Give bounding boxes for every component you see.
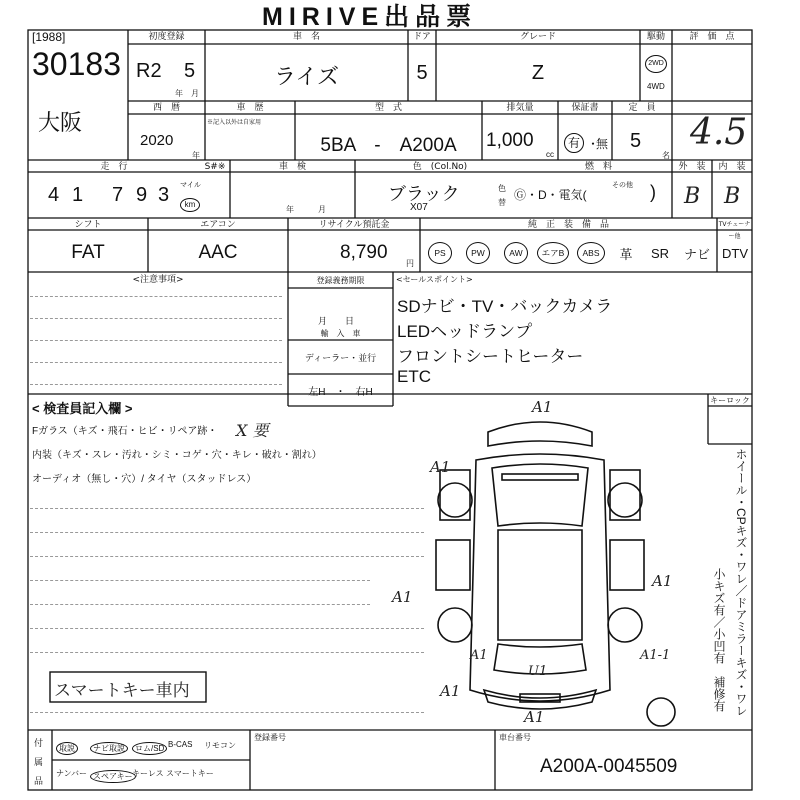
accessory-label-3: 品	[34, 776, 44, 786]
hand-drive: 左H ・ 右H	[308, 387, 373, 398]
equip-abs: ABS	[574, 240, 608, 266]
damage-mark: A1	[440, 682, 461, 700]
equip-pw: PW	[464, 240, 492, 266]
chassis-number: A200A-0045509	[540, 756, 678, 777]
grade-header: グレード	[519, 32, 556, 42]
warranty-sep: ・	[587, 137, 600, 151]
inspector-handwritten: X 要	[236, 421, 269, 440]
warranty-header: 保証書	[571, 103, 599, 113]
side-note-2: 小キズ有／小凹有 補修有	[712, 568, 726, 712]
western-header: 西 暦	[152, 103, 180, 113]
exterior-header: 外 装	[678, 162, 706, 172]
recycle-header: リサイクル預託金	[318, 220, 390, 230]
accessory-item: B-CAS	[168, 740, 193, 749]
color-header: 色 (Col.No)	[412, 162, 468, 172]
displacement-header: 排気量	[506, 103, 534, 113]
caution-line	[30, 318, 282, 319]
name-header: 車 名	[292, 32, 320, 42]
inspector-blank-line	[30, 604, 370, 605]
aircon-header: エアコン	[200, 220, 236, 230]
accessory-item: 取説	[56, 738, 78, 756]
reg-deadline-header: 登録義務期限	[316, 276, 365, 285]
chassis-header: 車台番号	[499, 733, 531, 742]
inspector-blank-line	[30, 712, 424, 713]
sales-points-header: <セールスポイント>	[396, 275, 473, 284]
year-suffix: 年	[192, 151, 200, 160]
sales-point: SDナビ・TV・バックカメラ	[397, 297, 613, 316]
displacement-value: 1,000	[486, 130, 534, 151]
mileage-unit-km: km	[180, 192, 200, 212]
shift-header: シフト	[74, 220, 102, 230]
western-year: 2020	[140, 132, 174, 149]
interior-value: B	[724, 184, 741, 209]
side-note-1: ホイール・CPキズ・ワレ／ドアミラーキズ・ワレ	[734, 448, 748, 717]
accessory-label-1: 付	[34, 738, 44, 748]
damage-mark: A1-1	[640, 648, 671, 663]
sales-point: ETC	[397, 367, 431, 386]
equipment-header: 純 正 装 備 品	[527, 220, 609, 230]
score-header: 評 価 点	[689, 32, 735, 42]
inspector-line: 内装（キズ・スレ・汚れ・シミ・コゲ・穴・キレ・破れ・割れ）	[32, 450, 322, 461]
first-reg-era: R2	[136, 60, 162, 82]
mileage-d1: 4	[48, 184, 60, 206]
damage-mark: A1	[470, 648, 488, 663]
reg-deadline-ym: 月 日	[318, 316, 355, 326]
keylock-header: キーロック	[710, 396, 750, 405]
inspector-line: Fガラス（キズ・飛石・ヒビ・リペア跡・	[32, 426, 218, 437]
certificate-header: 車 歴	[236, 103, 264, 113]
lot-location: 大阪	[38, 110, 83, 135]
capacity-value: 5	[630, 130, 642, 152]
aircon-value: AAC	[198, 242, 238, 263]
damage-mark: A1	[524, 708, 545, 726]
accessory-item: スマートキー	[166, 769, 214, 778]
import-header: 輸 入 車	[320, 329, 361, 338]
accessory-item: ロム/SD	[132, 738, 167, 756]
equip-aw: AW	[502, 240, 530, 266]
mileage-unit-mile: マイル	[180, 182, 201, 189]
accessory-item: ナンバー	[56, 769, 88, 778]
accessory-label-2: 属	[34, 757, 44, 767]
fuel-header: 燃 料	[584, 162, 612, 172]
tuner-header: TVチューナー他	[718, 221, 751, 240]
grade-value: Z	[531, 62, 545, 84]
model-value: 5BA - A200A	[320, 135, 457, 156]
fuel-close: )	[650, 182, 656, 202]
import-dealer: ディーラー・並行	[304, 353, 377, 363]
color-value: ブラック	[388, 184, 460, 204]
color-no: X07	[410, 202, 428, 213]
lot-year-label: [1988]	[32, 30, 66, 44]
caution-line	[30, 340, 282, 341]
cc-unit: cc	[546, 150, 554, 159]
form-title: MIRIVE出品票	[262, 3, 478, 31]
equip-sr: SR	[650, 245, 670, 261]
sno-header: S#※	[204, 162, 226, 172]
damage-mark: A1	[392, 588, 413, 606]
fuel-options: Ⓖ・D・電気(	[514, 188, 587, 202]
damage-mark: A1	[532, 398, 553, 416]
damage-mark: U1	[528, 664, 548, 679]
cautions-header: <注意事項>	[132, 275, 184, 285]
mileage-d5: 3	[158, 184, 170, 206]
inspector-blank-line	[30, 532, 424, 533]
recycle-yen: 円	[406, 259, 414, 268]
inspector-blank-line	[30, 628, 424, 629]
smart-key-note: スマートキー車内	[54, 681, 190, 701]
inspector-blank-line	[30, 556, 424, 557]
lot-number: 30183	[32, 46, 121, 82]
mileage-d4: 9	[136, 184, 148, 206]
accessory-item: ナビ取説	[90, 738, 128, 756]
mileage-header: 走 行	[100, 162, 128, 172]
drive-2wd: 2WD	[645, 50, 667, 73]
accessory-item: スペアキー	[90, 766, 136, 784]
capacity-unit: 名	[662, 151, 670, 160]
warranty-yes: 有	[564, 132, 584, 153]
caution-line	[30, 362, 282, 363]
shift-value: FAT	[71, 242, 105, 263]
inspection-header: 車 検	[278, 162, 306, 172]
model-header: 型 式	[374, 103, 402, 113]
first-reg-header: 初度登録	[148, 32, 185, 42]
recycle-value: 8,790	[340, 242, 388, 263]
reg-number-header: 登録番号	[254, 733, 286, 742]
mileage-d3: 7	[112, 184, 124, 206]
sales-point: フロントシートヒーター	[397, 347, 584, 366]
equip-airbag: エアB	[536, 240, 570, 266]
sales-point: LEDヘッドランプ	[397, 322, 533, 341]
drive-header: 駆動	[646, 32, 665, 42]
warranty-no: 無	[596, 137, 609, 151]
caution-line	[30, 296, 282, 297]
damage-mark: A1	[652, 572, 673, 590]
first-reg-year: 5	[184, 60, 196, 82]
caution-line	[30, 384, 282, 385]
accessory-item: キーレス	[132, 769, 164, 778]
inspector-line: オーディオ（無し・穴）/ タイヤ（スタッドレス）	[32, 474, 257, 485]
inspection-ym: 年 月	[286, 205, 326, 214]
doors-value: 5	[416, 62, 428, 84]
interior-header: 内 装	[718, 162, 746, 172]
doors-header: ドア	[413, 32, 431, 42]
inspector-blank-line	[30, 652, 424, 653]
equip-ps: PS	[426, 240, 454, 266]
drive-4wd: 4WD	[647, 82, 665, 91]
inspector-blank-line	[30, 580, 370, 581]
damage-mark: A1	[430, 458, 451, 476]
color-change-label: 色替	[498, 184, 506, 207]
capacity-header: 定 員	[628, 103, 656, 113]
equip-navi: ナビ	[683, 246, 710, 262]
accessory-item: リモコン	[204, 741, 236, 750]
equip-leather: 革	[619, 246, 633, 262]
exterior-value: B	[684, 184, 701, 209]
inspector-blank-line	[30, 508, 424, 509]
vehicle-name: ライズ	[273, 64, 340, 89]
inspector-header: < 検査員記入欄 >	[32, 401, 133, 416]
equip-dtv: DTV	[722, 245, 748, 261]
mileage-d2: 1	[72, 184, 84, 206]
fuel-other: その他	[612, 182, 633, 189]
cert-note: ※記入以外は自家用	[207, 120, 262, 126]
ym-label: 年 月	[175, 89, 199, 98]
score-value: 4.5	[690, 112, 748, 153]
